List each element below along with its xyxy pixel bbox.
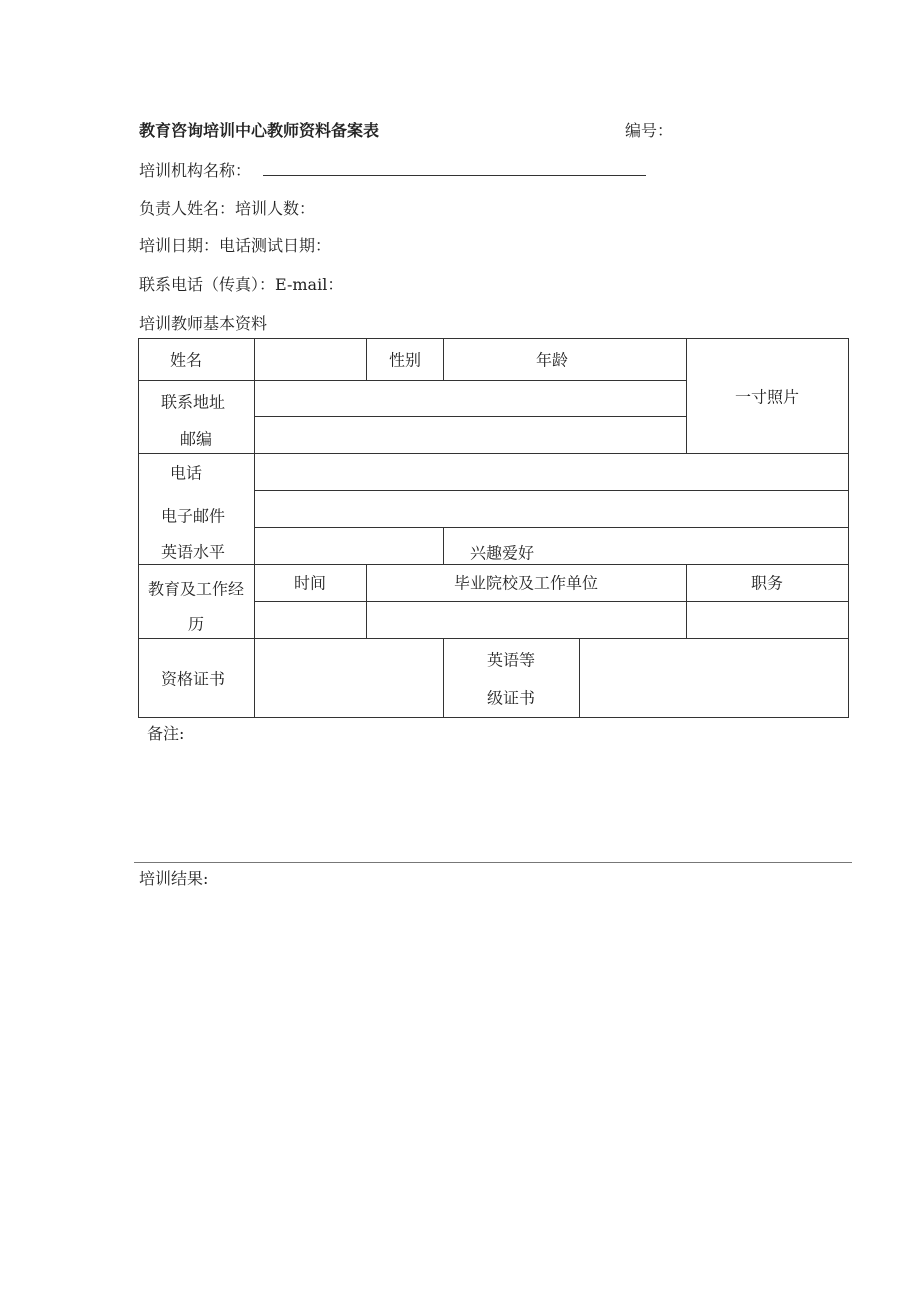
institution-underline: [263, 175, 646, 176]
result-label: 培训结果:: [139, 869, 209, 888]
age-header: 年龄: [535, 350, 569, 370]
notes-label: 备注:: [147, 724, 185, 743]
gender-header: 性别: [388, 350, 422, 370]
phone-label: 电话: [169, 463, 203, 483]
address-label: 联系地址: [160, 392, 226, 412]
dates-label: 培训日期：电话测试日期：: [139, 236, 332, 255]
institution-label: 培训机构名称：: [139, 161, 252, 180]
education-label-line2: 历: [187, 614, 205, 634]
english-cert-label-line1: 英语等: [486, 650, 536, 670]
english-level-label: 英语水平: [160, 542, 226, 562]
section-heading: 培训教师基本资料: [139, 314, 268, 333]
email-label: 电子邮件: [160, 506, 226, 526]
certificates-label: 资格证书: [160, 669, 226, 689]
contact-label: 联系电话（传真）：E-mail：: [139, 275, 344, 294]
position-header: 职务: [750, 573, 784, 593]
hobbies-label: 兴趣爱好: [469, 543, 535, 563]
form-title: 教育咨询培训中心教师资料备案表: [139, 121, 380, 140]
name-header: 姓名: [169, 350, 203, 370]
english-cert-label-line2: 级证书: [486, 688, 536, 708]
photo-label: 一寸照片: [734, 387, 800, 407]
education-label-line1: 教育及工作经: [147, 579, 245, 599]
manager-label: 负责人姓名：培训人数：: [139, 199, 316, 218]
postcode-label: 邮编: [179, 429, 213, 449]
time-header: 时间: [293, 573, 327, 593]
school-work-header: 毕业院校及工作单位: [453, 573, 599, 593]
number-label: 编号：: [625, 121, 674, 140]
notes-divider: [134, 862, 852, 863]
